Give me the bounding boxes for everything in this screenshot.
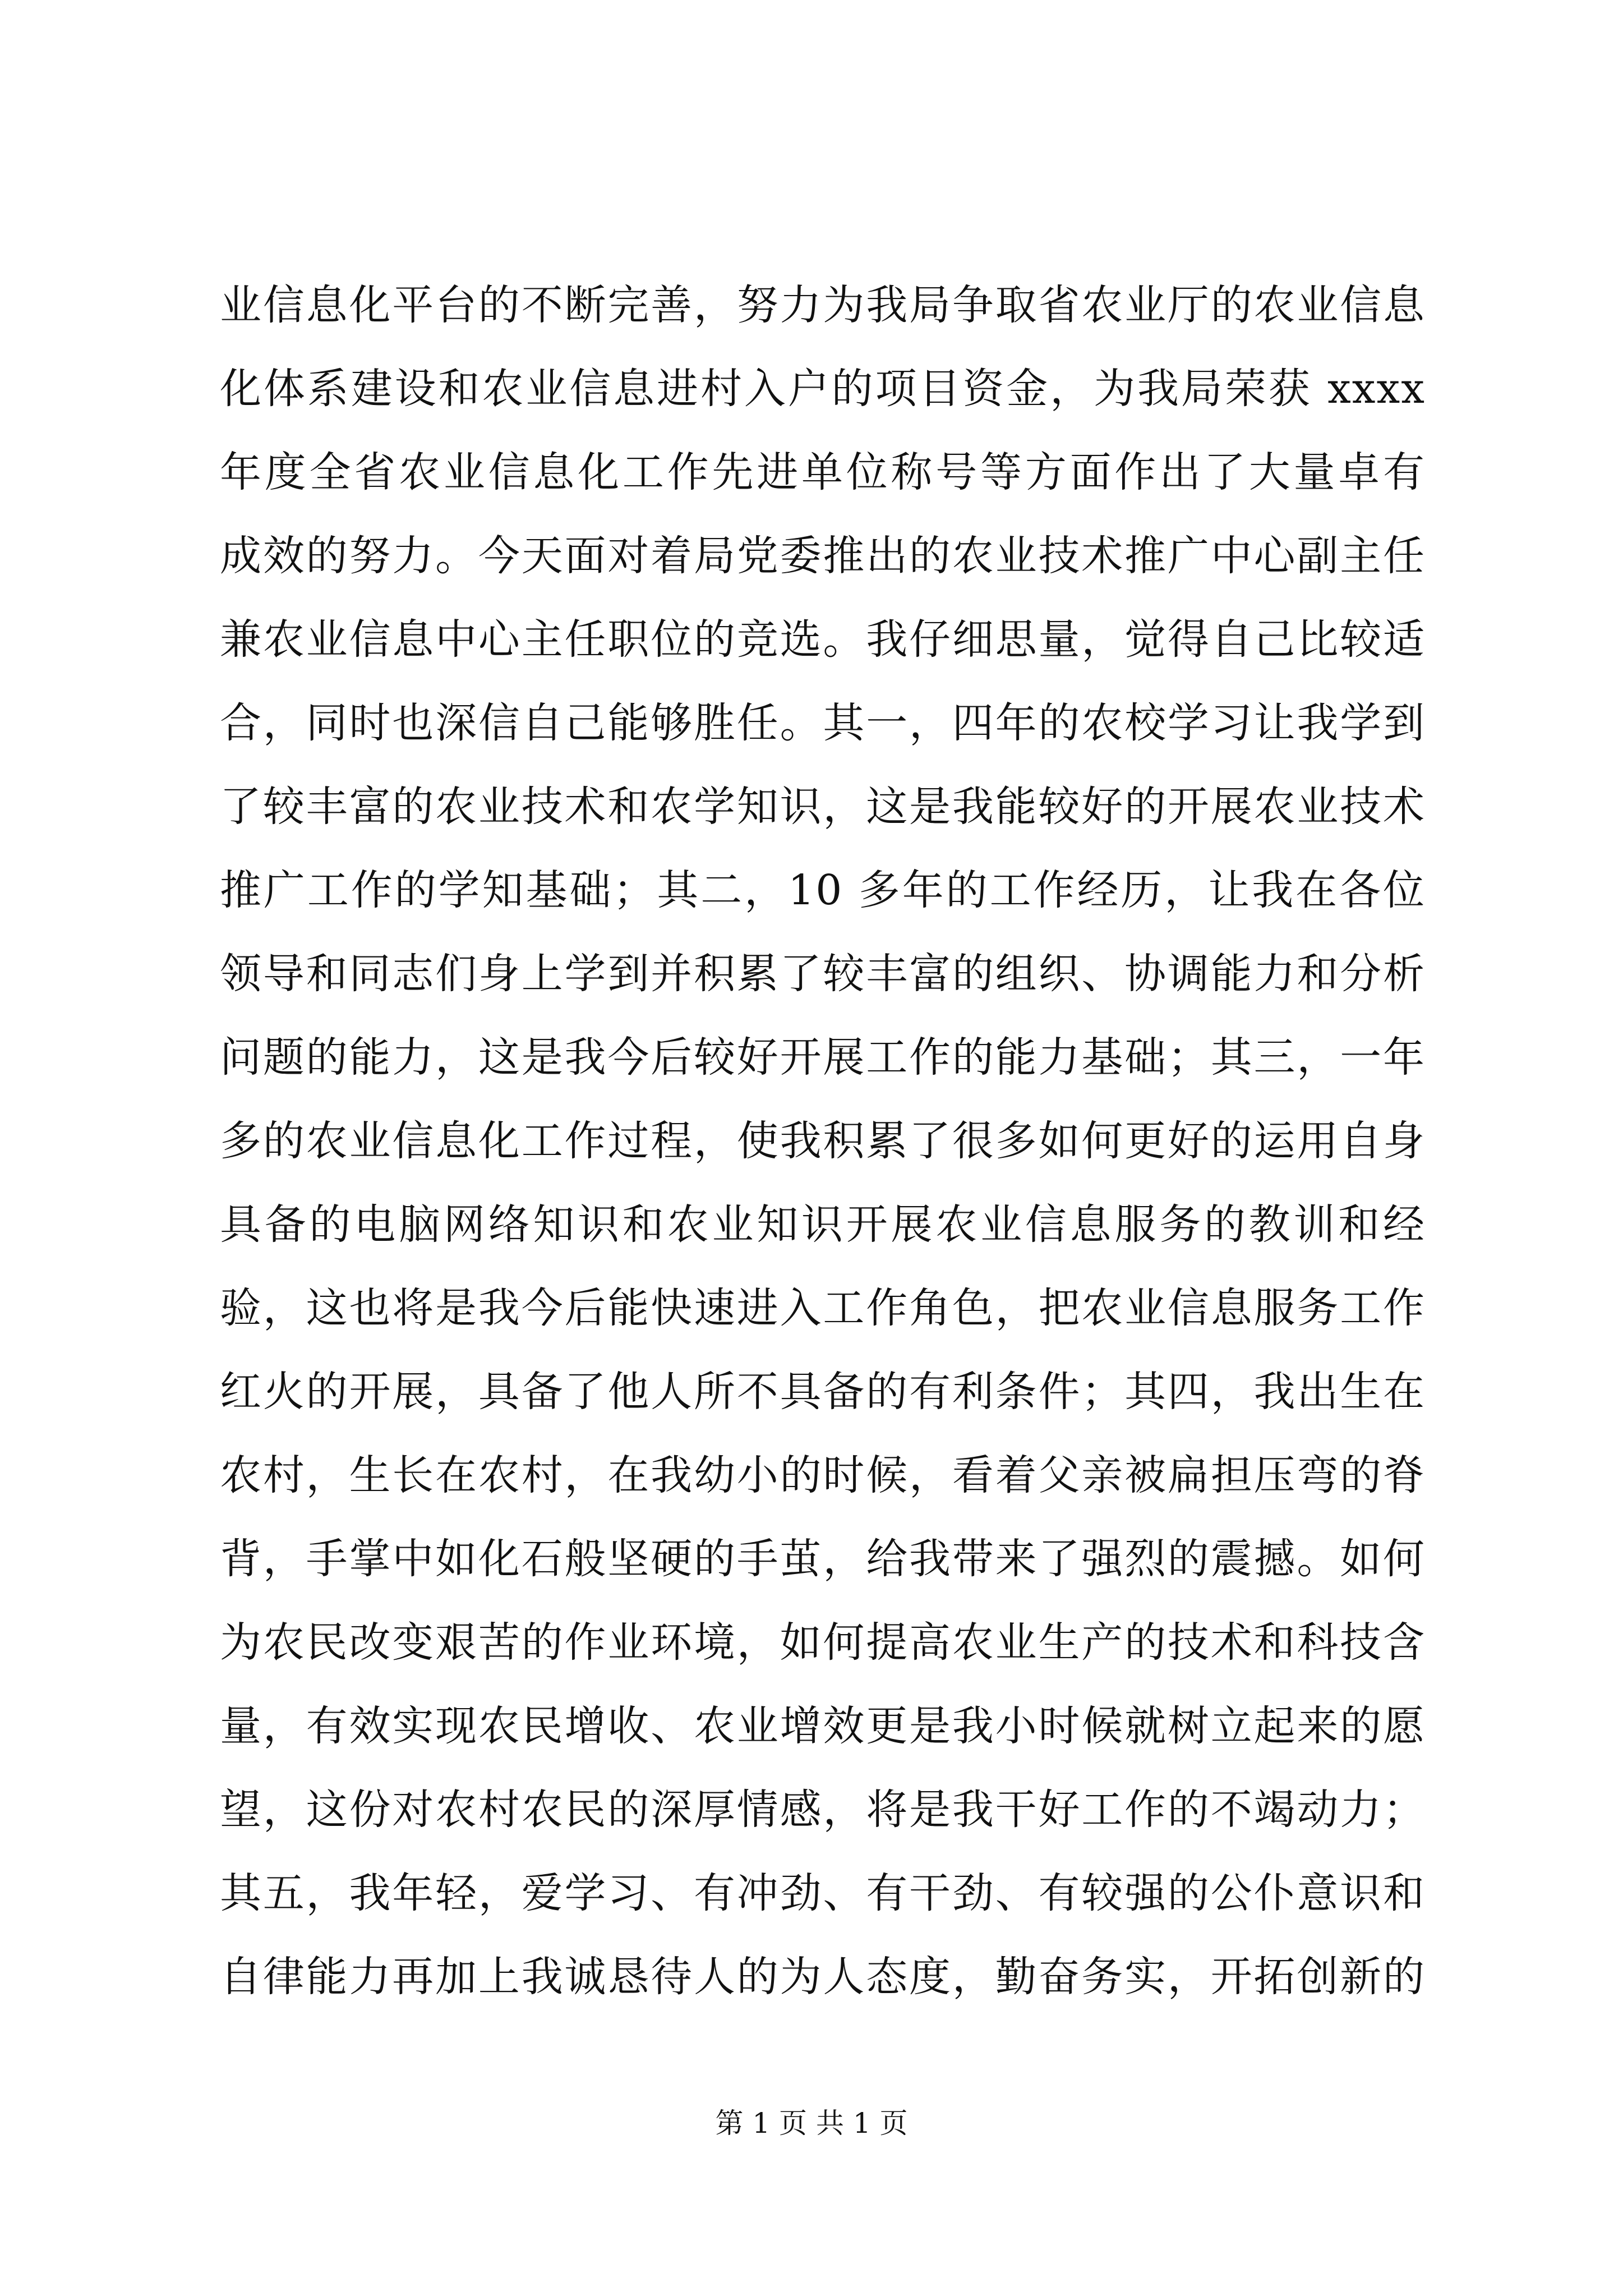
text-line: 业信息化平台的不断完善，努力为我局争取省农业厅的农业信息 (220, 281, 1426, 329)
text-line: 化体系建设和农业信息进村入户的项目资金，为我局荣获 xxxx (220, 365, 1426, 413)
text-line: 自律能力再加上我诚恳待人的为人态度，勤奋务实，开拓创新的 (220, 1953, 1426, 2001)
text-line: 红火的开展，具备了他人所不具备的有利条件；其四，我出生在 (220, 1368, 1426, 1416)
text-line: 量，有效实现农民增收、农业增效更是我小时候就树立起来的愿 (220, 1702, 1426, 1750)
text-line: 了较丰富的农业技术和农学知识，这是我能较好的开展农业技术 (220, 783, 1426, 831)
page-footer (0, 2106, 1623, 2140)
text-line: 农村，生长在农村，在我幼小的时候，看着父亲被扁担压弯的脊 (220, 1451, 1426, 1499)
text-line: 合，同时也深信自己能够胜任。其一，四年的农校学习让我学到 (220, 699, 1426, 747)
text-line: 推广工作的学知基础；其二，10 多年的工作经历，让我在各位 (220, 866, 1426, 914)
text-line: 背，手掌中如化石般坚硬的手茧，给我带来了强烈的震撼。如何 (220, 1535, 1426, 1583)
text-line: 问题的能力，这是我今后较好开展工作的能力基础；其三，一年 (220, 1033, 1426, 1082)
text-line: 具备的电脑网络知识和农业知识开展农业信息服务的教训和经 (220, 1200, 1426, 1249)
text-line: 其五，我年轻，爱学习、有冲劲、有干劲、有较强的公仆意识和 (220, 1869, 1426, 1917)
text-line: 验，这也将是我今后能快速进入工作角色，把农业信息服务工作 (220, 1284, 1426, 1332)
page-number-label: 第 1 页 共 1 页 (715, 2107, 908, 2139)
body-paragraph (220, 264, 1426, 2019)
text-line: 为农民改变艰苦的作业环境，如何提高农业生产的技术和科技含 (220, 1618, 1426, 1667)
text-line: 多的农业信息化工作过程，使我积累了很多如何更好的运用自身 (220, 1117, 1426, 1165)
text-line: 年度全省农业信息化工作先进单位称号等方面作出了大量卓有 (220, 448, 1426, 496)
text-line: 兼农业信息中心主任职位的竞选。我仔细思量，觉得自己比较适 (220, 615, 1426, 664)
text-line: 成效的努力。今天面对着局党委推出的农业技术推广中心副主任 (220, 532, 1426, 580)
text-line: 领导和同志们身上学到并积累了较丰富的组织、协调能力和分析 (220, 950, 1426, 998)
text-line: 望，这份对农村农民的深厚情感，将是我干好工作的不竭动力； (220, 1786, 1426, 1834)
